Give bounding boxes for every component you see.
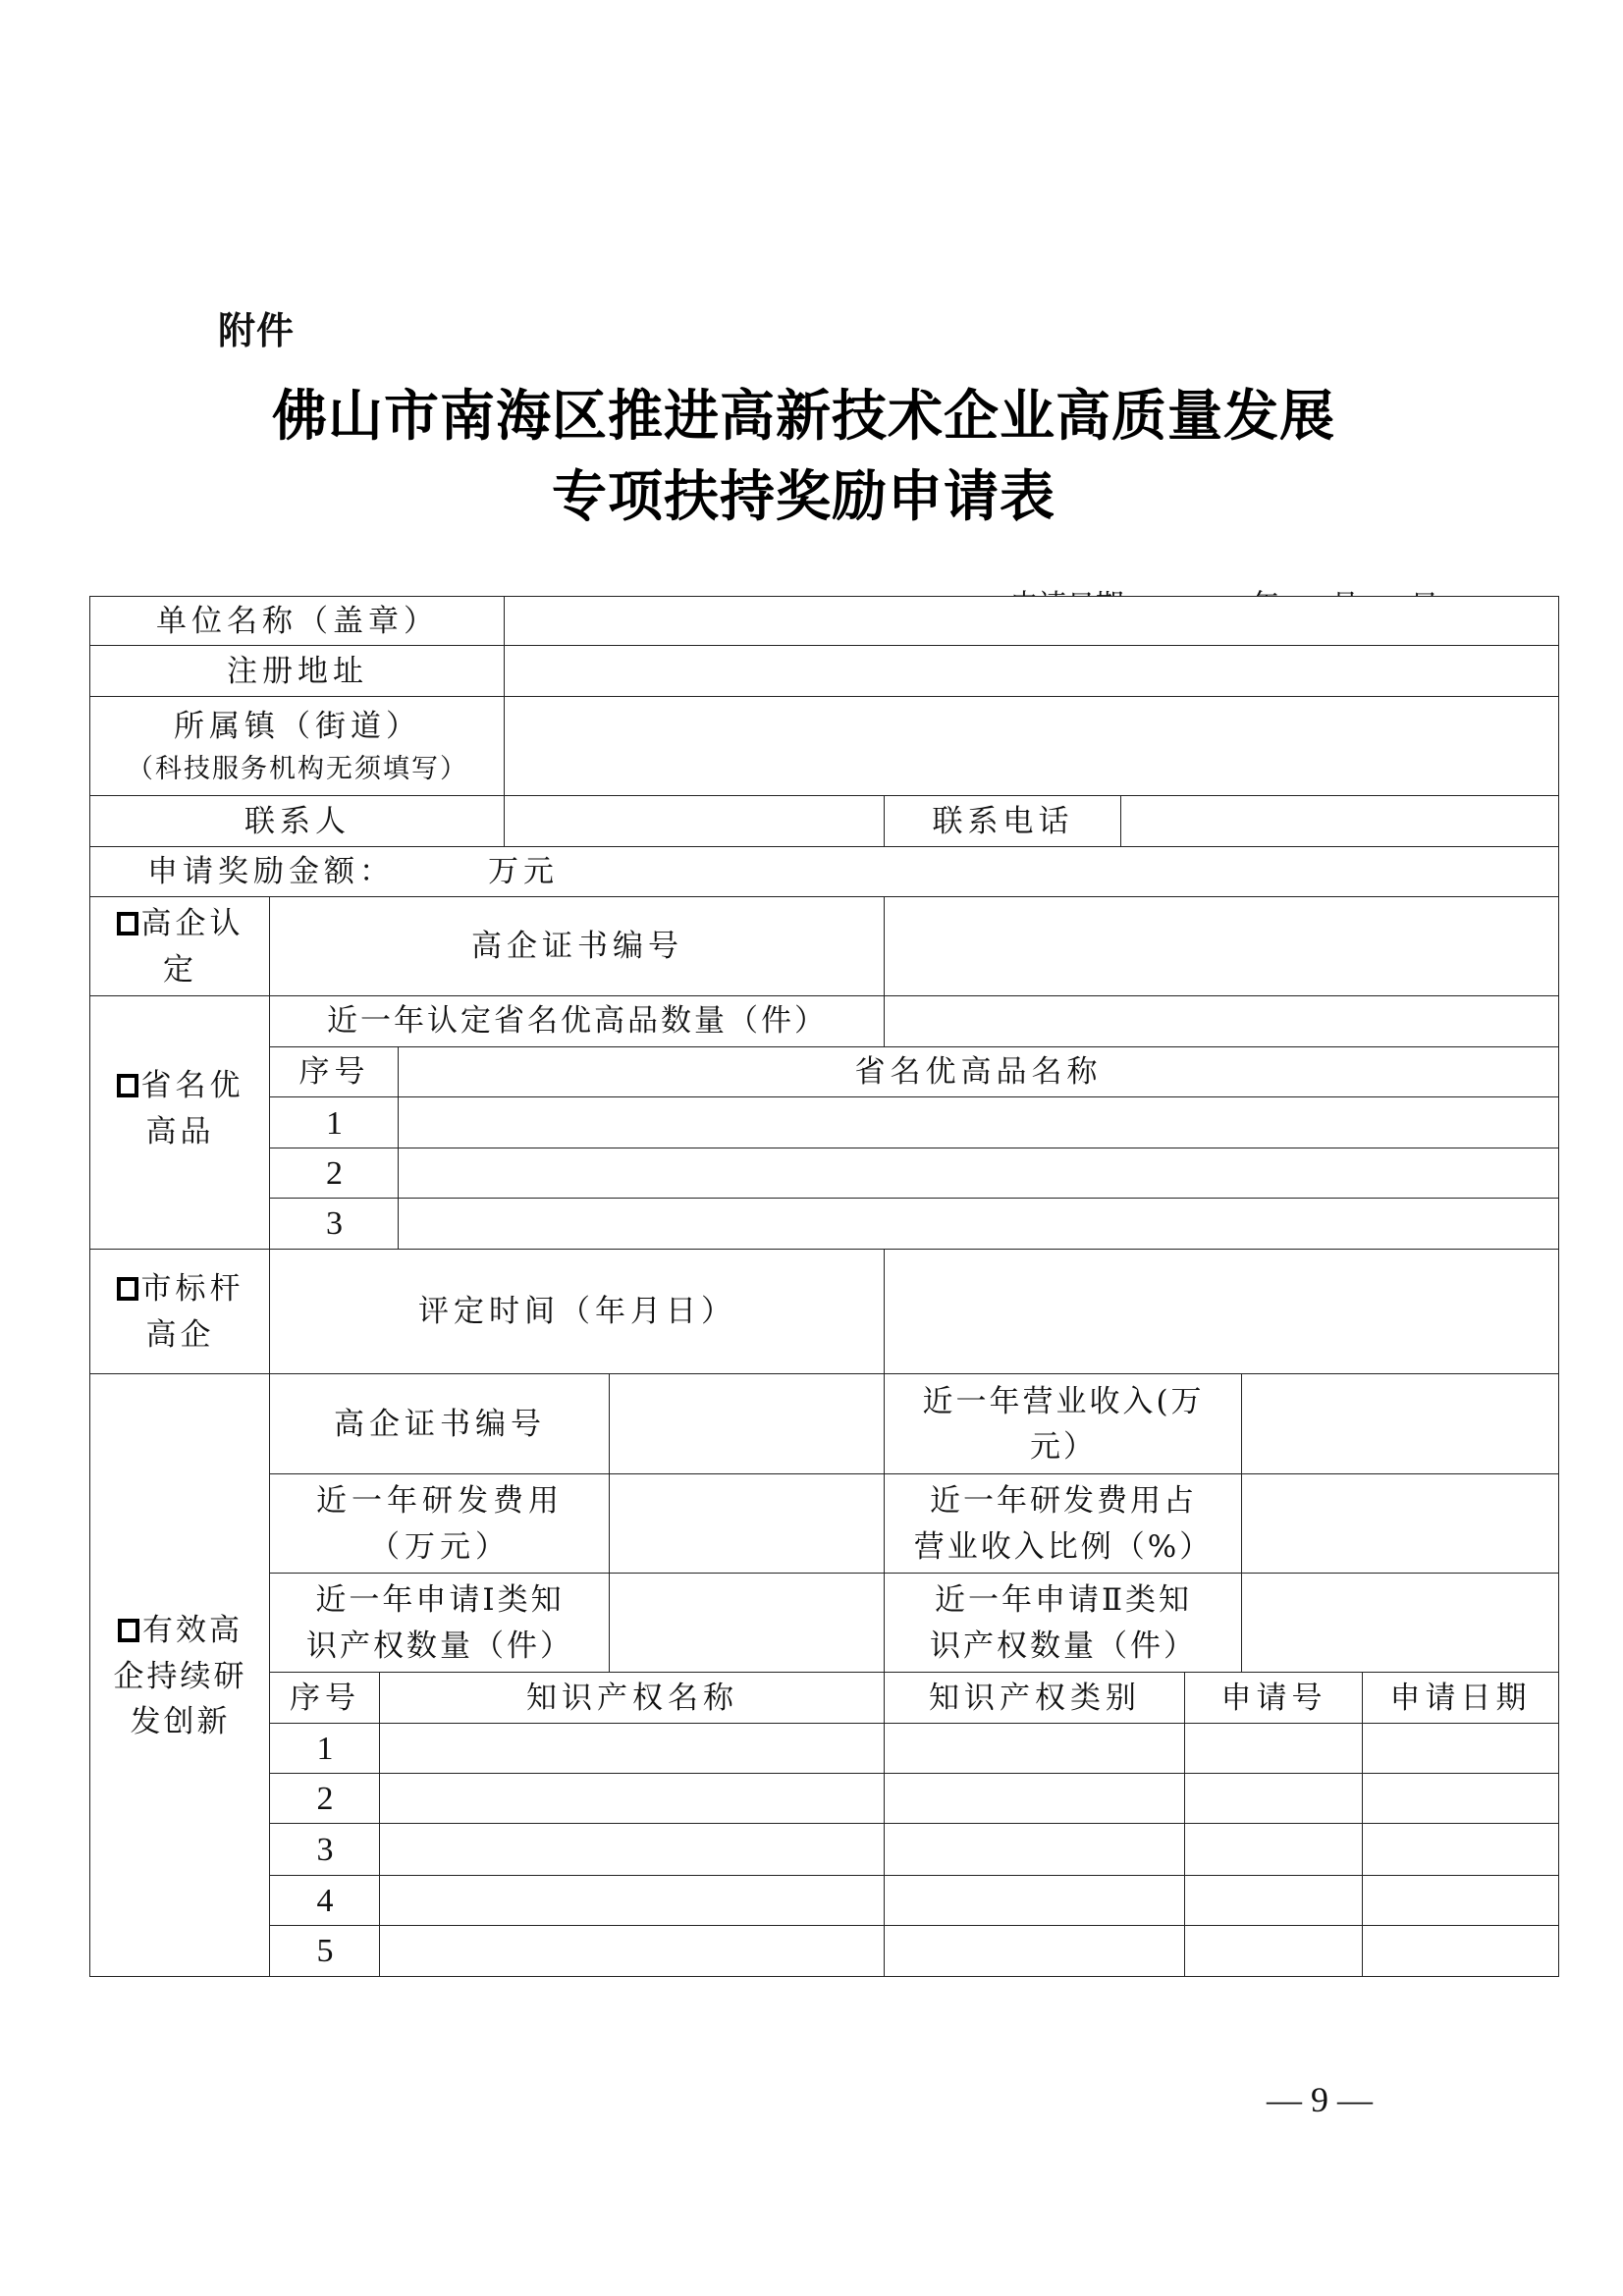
unit-name-field[interactable]	[504, 596, 1559, 647]
ip2-count-field[interactable]	[1241, 1573, 1559, 1674]
benchmark-label-2: 高企	[145, 1316, 215, 1353]
hte-cert-no-label: 高企证书编号	[269, 896, 886, 997]
ip-col-seq: 序号	[269, 1672, 381, 1725]
provincial-products-count-field[interactable]	[884, 995, 1559, 1047]
ip-row-name-field[interactable]	[379, 1723, 886, 1775]
provincial-products-category	[89, 995, 271, 1250]
ip-row-seq: 4	[269, 1875, 381, 1927]
ip2-label-2: 识产权数量（件）	[930, 1628, 1197, 1664]
ip-row-app-no-field[interactable]	[1184, 1773, 1364, 1825]
benchmark-category	[89, 1249, 271, 1375]
ip-row-app-date-field[interactable]	[1362, 1723, 1559, 1775]
provincial-products-row-name[interactable]	[398, 1096, 1559, 1149]
phone-label: 联系电话	[884, 795, 1122, 848]
revenue-label-2: 元）	[1030, 1429, 1097, 1465]
town-label-cell	[89, 696, 506, 797]
provincial-products-row-seq: 2	[269, 1148, 400, 1200]
amount-row	[89, 846, 1559, 897]
ip-row-name-field[interactable]	[379, 1823, 886, 1877]
ip-row-app-date-field[interactable]	[1362, 1875, 1559, 1927]
phone-field[interactable]	[1120, 795, 1559, 848]
ip-row-type-field[interactable]	[884, 1723, 1186, 1775]
ip-row-type-field[interactable]	[884, 1925, 1186, 1977]
rd-innovation-checkbox[interactable]	[118, 1619, 139, 1642]
rd-cert-no-field[interactable]	[609, 1373, 886, 1475]
address-field[interactable]	[504, 645, 1559, 698]
amount-label: 申请奖励金额：	[147, 853, 395, 889]
hte-cert-label-2: 定	[163, 951, 197, 988]
ip2-label-cell	[884, 1573, 1243, 1674]
provincial-products-col-name: 省名优高品名称	[398, 1046, 1559, 1097]
page-number: — 9 —	[1267, 2080, 1373, 2119]
rd-ratio-field[interactable]	[1241, 1473, 1559, 1575]
provincial-products-row-seq: 3	[269, 1198, 400, 1250]
ip-row-type-field[interactable]	[884, 1823, 1186, 1877]
ip-row-app-date-field[interactable]	[1362, 1823, 1559, 1877]
ip-col-app-no: 申请号	[1184, 1672, 1364, 1725]
benchmark-date-label: 评定时间（年月日）	[269, 1249, 886, 1375]
benchmark-label-1: 市标杆	[140, 1271, 244, 1307]
hte-cert-checkbox[interactable]	[117, 912, 138, 935]
rd-ratio-label-cell	[884, 1473, 1243, 1575]
town-label: 所属镇（街道）	[174, 709, 421, 744]
unit-name-label: 单位名称（盖章）	[89, 596, 506, 647]
ip-row-seq: 3	[269, 1823, 381, 1877]
benchmark-date-field[interactable]	[884, 1249, 1559, 1375]
contact-label: 联系人	[89, 795, 506, 848]
rd-innovation-label-1: 有效高	[142, 1613, 243, 1648]
provincial-products-count-label: 近一年认定省名优高品数量（件）	[269, 995, 886, 1047]
rd-cert-no-label: 高企证书编号	[269, 1373, 611, 1475]
benchmark-checkbox[interactable]	[117, 1277, 138, 1301]
ip-row-app-no-field[interactable]	[1184, 1823, 1364, 1877]
rd-cost-label-2: （万元）	[369, 1528, 511, 1565]
rd-cost-label-1: 近一年研发费用	[316, 1483, 564, 1519]
ip-row-name-field[interactable]	[379, 1925, 886, 1977]
provincial-products-row-name[interactable]	[398, 1148, 1559, 1200]
provincial-products-checkbox[interactable]	[117, 1074, 138, 1097]
provincial-products-label-2: 高品	[145, 1113, 215, 1149]
ip-col-app-date: 申请日期	[1362, 1672, 1559, 1725]
ip-row-app-date-field[interactable]	[1362, 1925, 1559, 1977]
form-title-line2: 专项扶持奖励申请表	[552, 464, 1055, 529]
ip-row-seq: 2	[269, 1773, 381, 1825]
rd-innovation-category	[89, 1373, 271, 1977]
rd-ratio-label-2: 营业收入比例（%）	[913, 1528, 1214, 1565]
ip-col-name: 知识产权名称	[379, 1672, 886, 1725]
ip1-label-cell	[269, 1573, 611, 1674]
ip-row-app-no-field[interactable]	[1184, 1925, 1364, 1977]
ip-row-app-date-field[interactable]	[1362, 1773, 1559, 1825]
hte-cert-category	[89, 896, 271, 997]
provincial-products-row-seq: 1	[269, 1096, 400, 1149]
provincial-products-col-seq: 序号	[269, 1046, 400, 1097]
rd-cost-field[interactable]	[609, 1473, 886, 1575]
rd-innovation-label-2: 企持续研	[113, 1658, 247, 1694]
rd-cost-label-cell	[269, 1473, 611, 1575]
ip-row-type-field[interactable]	[884, 1875, 1186, 1927]
ip-col-type: 知识产权类别	[884, 1672, 1186, 1725]
ip1-label-1: 近一年申请Ⅰ类知	[315, 1582, 565, 1618]
town-field[interactable]	[504, 696, 1559, 797]
rd-innovation-label-3: 发创新	[130, 1704, 231, 1739]
ip-row-name-field[interactable]	[379, 1875, 886, 1927]
hte-cert-label-1: 高企认	[140, 906, 244, 941]
amount-field[interactable]	[395, 852, 488, 891]
ip-row-type-field[interactable]	[884, 1773, 1186, 1825]
ip1-label-2: 识产权数量（件）	[306, 1628, 573, 1664]
ip1-count-field[interactable]	[609, 1573, 886, 1674]
revenue-label-1: 近一年营业收入(万	[922, 1383, 1205, 1419]
town-note: （科技服务机构无须填写）	[127, 753, 468, 784]
ip-row-app-no-field[interactable]	[1184, 1723, 1364, 1775]
form-title-line1: 佛山市南海区推进高新技术企业高质量发展	[272, 384, 1335, 449]
amount-unit: 万元	[488, 853, 559, 889]
ip2-label-1: 近一年申请Ⅱ类知	[934, 1582, 1193, 1618]
contact-field[interactable]	[504, 795, 886, 848]
ip-row-seq: 5	[269, 1925, 381, 1977]
rd-ratio-label-1: 近一年研发费用占	[930, 1483, 1197, 1519]
ip-row-app-no-field[interactable]	[1184, 1875, 1364, 1927]
ip-row-name-field[interactable]	[379, 1773, 886, 1825]
annex-label: 附件	[218, 309, 296, 352]
provincial-products-label-1: 省名优	[140, 1068, 244, 1103]
revenue-label-cell	[884, 1373, 1243, 1475]
provincial-products-row-name[interactable]	[398, 1198, 1559, 1250]
hte-cert-no-field[interactable]	[884, 896, 1559, 997]
address-label: 注册地址	[89, 645, 506, 698]
ip-row-seq: 1	[269, 1723, 381, 1775]
revenue-field[interactable]	[1241, 1373, 1559, 1475]
